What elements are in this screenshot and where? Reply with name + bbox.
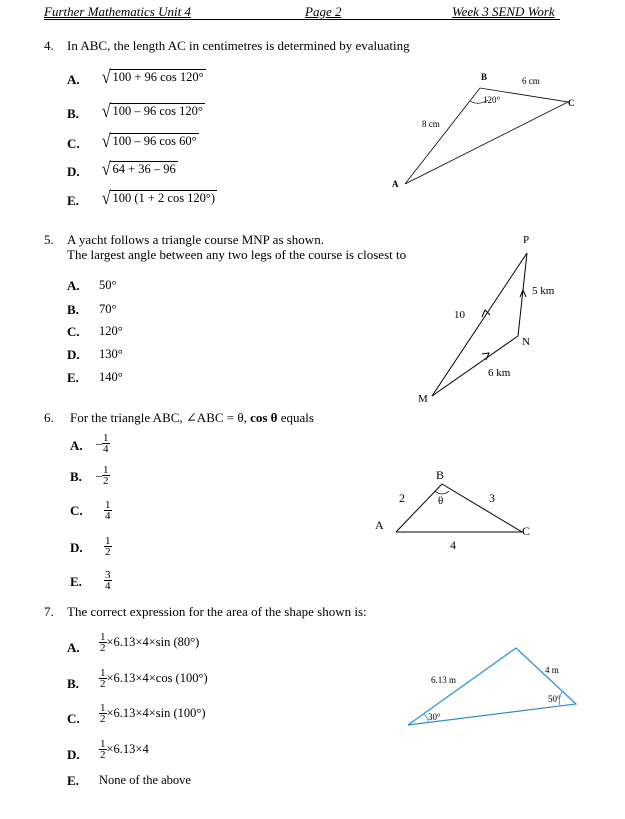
q6-option-b[interactable]: – $\frac{1}{2}$: [96, 464, 109, 487]
q4-angle-b: 120°: [483, 95, 501, 105]
q4-number: 4.: [44, 38, 54, 53]
q5-side-mn: 6 km: [488, 367, 511, 379]
q7-option-b[interactable]: $\frac{1}{2}$ ×6.13×4×cos (100°): [100, 667, 208, 690]
q6-option-d-label[interactable]: D.: [70, 540, 83, 555]
q6-side-ac: 4: [450, 538, 456, 552]
q5-option-c[interactable]: 120°: [99, 324, 123, 338]
q5-vertex-p: P: [523, 234, 530, 246]
q7-option-d-label[interactable]: D.: [67, 747, 80, 762]
q6-text: [70, 410, 314, 425]
q7-side-left: 6.13 m: [431, 675, 457, 685]
q6-side-bc: 3: [489, 491, 495, 505]
q4-option-b-label[interactable]: B.: [67, 106, 79, 121]
header-work: Week 3 SEND Work: [452, 4, 555, 19]
header-rule: [44, 19, 560, 20]
q5-line2: The largest angle between any two legs of the course is closest to: [67, 247, 407, 262]
q6-option-a[interactable]: – $\frac{1}{4}$: [96, 432, 109, 455]
q4-side-bc: 6 cm: [522, 76, 540, 86]
q5-leg-nm: [432, 336, 518, 396]
q5-leg-pn: [518, 253, 527, 336]
q7-side-right: 4 m: [545, 665, 559, 675]
q5-side-np: 5 km: [532, 285, 555, 297]
sqrt-icon: √: [101, 67, 111, 88]
q4-option-a-label[interactable]: A.: [67, 72, 80, 87]
q5-line1: A yacht follows a triangle course MNP as shown.: [67, 232, 324, 247]
sqrt-icon: √: [101, 101, 111, 122]
q6-option-b-label[interactable]: B.: [70, 469, 82, 484]
q6-option-e[interactable]: $\frac{3}{4}$: [105, 569, 111, 592]
header-course: Further Mathematics Unit 4: [44, 4, 191, 19]
q5-number: 5.: [44, 232, 54, 247]
q5-vertex-n: N: [522, 336, 530, 348]
q6-theta: θ: [438, 495, 444, 507]
q6-text-bold: cos θ: [250, 410, 278, 425]
q7-angle-left: 30°: [428, 712, 441, 722]
q6-angle-arc: [435, 491, 449, 494]
q6-triangle: [396, 484, 522, 532]
q7-triangle-figure: [402, 640, 592, 735]
q7-option-a[interactable]: $\frac{1}{2}$ ×6.13×4×sin (80°): [100, 631, 200, 654]
header-page: Page 2: [305, 4, 342, 19]
q6-vertex-b: B: [436, 468, 445, 482]
q5-option-e-label[interactable]: E.: [67, 370, 79, 385]
q4-text: In ABC, the length AC in centimetres is determined by evaluating: [67, 38, 410, 53]
q5-option-a-label[interactable]: A.: [67, 278, 80, 293]
q4-option-c-label[interactable]: C.: [67, 136, 80, 151]
q5-option-b[interactable]: 70°: [99, 302, 117, 316]
q4-option-c[interactable]: √ 100 – 96 cos 60°: [101, 131, 197, 152]
q7-option-d[interactable]: $\frac{1}{2}$ ×6.13×4: [100, 738, 149, 761]
q5-option-d[interactable]: 130°: [99, 347, 123, 361]
q5-triangle-figure: [410, 228, 580, 408]
q4-triangle-figure: [380, 60, 600, 200]
q4-side-ab: 8 cm: [422, 119, 440, 129]
q7-option-c-label[interactable]: C.: [67, 711, 80, 726]
q4-option-e[interactable]: √ 100 (1 + 2 cos 120°): [101, 188, 216, 209]
q5-option-d-label[interactable]: D.: [67, 347, 80, 362]
q7-text: The correct expression for the area of the shape shown is:: [67, 604, 367, 619]
q6-option-d[interactable]: $\frac{1}{2}$: [105, 535, 111, 558]
q4-vertex-b: B: [481, 72, 488, 82]
q5-option-b-label[interactable]: B.: [67, 302, 79, 317]
q5-option-c-label[interactable]: C.: [67, 324, 80, 339]
q4-option-e-label[interactable]: E.: [67, 193, 79, 208]
q5-option-e[interactable]: 140°: [99, 370, 123, 384]
q6-option-a-label[interactable]: A.: [70, 438, 83, 453]
q6-side-ab: 2: [399, 491, 405, 505]
q7-option-c[interactable]: $\frac{1}{2}$ ×6.13×4×sin (100°): [100, 702, 206, 725]
q6-vertex-c: C: [522, 524, 531, 538]
q6-text-pre: For the triangle ABC, ∠ABC = θ,: [70, 410, 247, 425]
q6-option-e-label[interactable]: E.: [70, 574, 82, 589]
q4-option-a[interactable]: √ 100 + 96 cos 120°: [101, 67, 204, 88]
q6-triangle-figure: [370, 462, 570, 562]
q7-number: 7.: [44, 604, 54, 619]
sqrt-icon: √: [101, 131, 111, 152]
sqrt-icon: √: [101, 159, 111, 180]
q4-vertex-c: C: [568, 98, 575, 108]
q6-option-c[interactable]: $\frac{1}{4}$: [105, 499, 111, 522]
q4-option-b[interactable]: √ 100 – 96 cos 120°: [101, 101, 203, 122]
q5-side-mp: 10: [454, 309, 465, 321]
q7-option-e[interactable]: None of the above: [99, 773, 191, 787]
q7-option-a-label[interactable]: A.: [67, 640, 80, 655]
q6-vertex-a: A: [375, 518, 384, 532]
q7-option-e-label[interactable]: E.: [67, 773, 79, 788]
q5-option-a[interactable]: 50°: [99, 278, 117, 292]
q5-vertex-m: M: [418, 393, 428, 405]
sqrt-icon: √: [101, 188, 111, 209]
q6-number: 6.: [44, 410, 54, 425]
q6-text-post: equals: [280, 410, 314, 425]
q4-vertex-a: A: [392, 179, 399, 189]
q7-option-b-label[interactable]: B.: [67, 676, 79, 691]
q4-option-d[interactable]: √ 64 + 36 – 96: [101, 159, 176, 180]
q7-angle-right: 50°: [548, 694, 561, 704]
q6-option-c-label[interactable]: C.: [70, 503, 83, 518]
q5-leg-mp: [432, 253, 527, 396]
q4-option-d-label[interactable]: D.: [67, 164, 80, 179]
